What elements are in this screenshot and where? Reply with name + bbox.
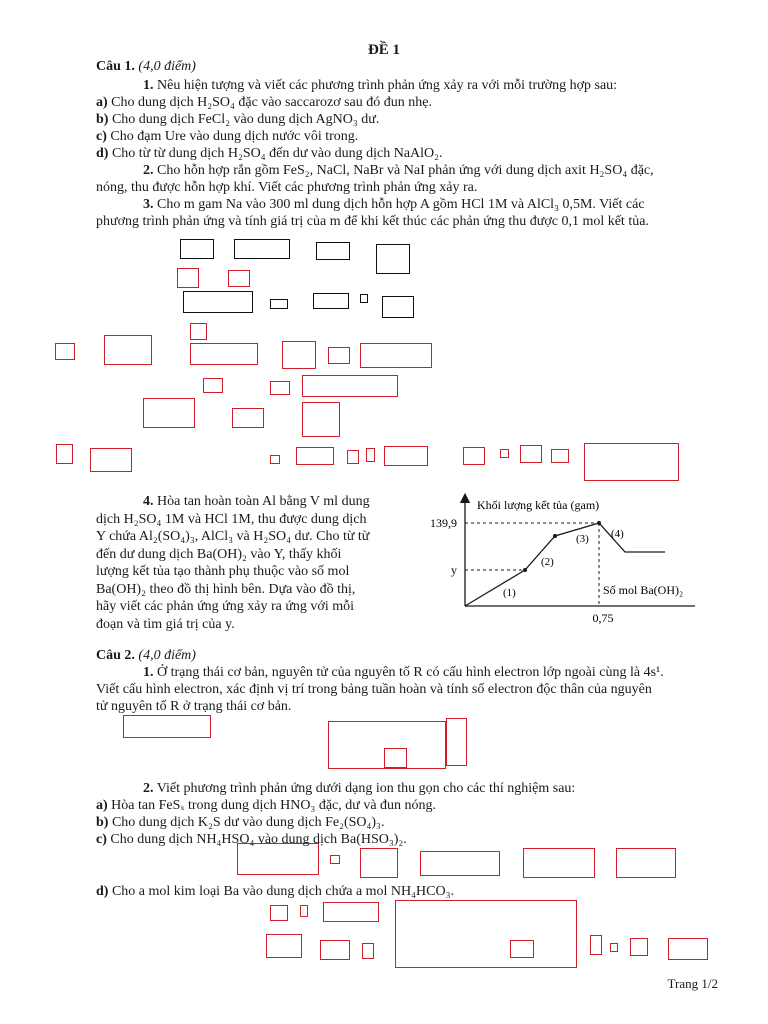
- redaction-box: [302, 375, 398, 397]
- item-text: Cho dung dịch H₂SO₄ đặc vào saccarozơ sau đó đun nhẹ.: [111, 95, 432, 110]
- redaction-box: [610, 943, 618, 952]
- item-text: Hòa tan FeSₓ trong dung dịch HNO₃ đặc, dư và đun nóng.: [111, 798, 437, 813]
- redaction-box: [190, 343, 258, 365]
- redaction-box: [420, 851, 500, 876]
- redaction-box: [668, 938, 708, 960]
- item-label: d): [96, 884, 109, 899]
- q2-2-prompt: [143, 780, 575, 797]
- q2-1-line3: tử nguyên tố R ở trạng thái cơ bản.: [96, 699, 292, 714]
- redaction-box: [232, 408, 264, 428]
- item-text: Cho dung dịch K₂S dư vào dung dịch Fe₂(SO₄)₃.: [111, 815, 385, 830]
- redaction-box: [90, 448, 132, 472]
- q1-3-line1: [143, 196, 645, 213]
- redaction-box: [190, 323, 207, 340]
- q1-2-text: Cho hỗn hợp rắn gồm FeS₂, NaCl, NaBr và NaI phản ứng với dung dịch axit H₂SO₄ đặc,: [157, 163, 654, 178]
- item-text: Cho đạm Ure vào dung dịch nước vôi trong.: [110, 129, 359, 144]
- segment-label-2: (2): [541, 556, 554, 568]
- q1-1-item-d: [96, 145, 443, 162]
- x-axis-label: Số mol Ba(OH)₂: [603, 583, 684, 597]
- q1-4-number: 4.: [143, 494, 154, 509]
- redaction-box: [376, 244, 410, 274]
- q2-1-text: Ở trạng thái cơ bản, nguyên tử của nguyên tố R có cấu hình electron lớp ngoài cùng là 4s¹.: [157, 665, 664, 680]
- redaction-box: [395, 900, 577, 968]
- redaction-box: [630, 938, 648, 956]
- redaction-box: [177, 268, 199, 288]
- redaction-box: [510, 940, 534, 958]
- item-text: Cho từ từ dung dịch H₂SO₄ đến dư vào dung dịch NaAlO₂.: [111, 146, 443, 161]
- precipitate-graph: [415, 492, 705, 632]
- redaction-box: [360, 343, 432, 368]
- q2-1-number: 1.: [143, 665, 154, 680]
- q1-1-text: Nêu hiện tượng và viết các phương trình phản ứng xảy ra với mỗi trường hợp sau:: [157, 78, 618, 93]
- text-line: đoạn và tìm giá trị của y.: [96, 616, 235, 632]
- curve-point: [553, 534, 557, 538]
- redaction-box: [300, 905, 308, 917]
- redaction-box: [270, 299, 288, 309]
- redaction-box: [362, 943, 374, 959]
- q1-1-item-a: [96, 94, 432, 111]
- item-text: Cho dung dịch FeCl₂ vào dung dịch AgNO₃ dư.: [111, 112, 380, 127]
- q2-2-item-b: [96, 814, 384, 831]
- redaction-box: [360, 294, 368, 303]
- q2-1-line2: Viết cấu hình electron, xác định vị trí trong bảng tuần hoàn và tính số electron độc thân của nguyên: [96, 682, 652, 697]
- ytick-139-9: 139,9: [430, 516, 457, 530]
- q2-2-item-d: [96, 883, 454, 900]
- question-2-label: Câu 2.: [96, 648, 135, 663]
- redaction-box: [266, 934, 302, 958]
- redaction-box: [347, 450, 359, 464]
- redaction-box: [366, 448, 375, 462]
- q1-2-line2: nóng, thu được hỗn hợp khí. Viết các phương trình phản ứng xảy ra.: [96, 180, 478, 195]
- redaction-box: [323, 902, 379, 922]
- item-label: a): [96, 798, 108, 813]
- redaction-box: [203, 378, 223, 393]
- question-2-points: (4,0 điểm): [138, 648, 196, 663]
- redaction-box: [384, 748, 407, 768]
- y-axis-label: Khối lượng kết tủa (gam): [477, 498, 600, 512]
- q1-2-number: 2.: [143, 163, 154, 178]
- item-label: c): [96, 129, 107, 144]
- q2-2-text: Viết phương trình phản ứng dưới dạng ion thu gọn cho các thí nghiệm sau:: [156, 781, 576, 796]
- redaction-box: [584, 443, 679, 481]
- question-1-label: Câu 1.: [96, 59, 135, 74]
- curve-point: [523, 568, 527, 572]
- redaction-box: [282, 341, 316, 369]
- redaction-box: [143, 398, 195, 428]
- redaction-box: [302, 402, 340, 437]
- redaction-box: [270, 905, 288, 921]
- text-line: dịch H₂SO₄ 1M và HCl 1M, thu được dung dịch: [96, 511, 367, 527]
- question-1-points: (4,0 điểm): [138, 59, 196, 74]
- q1-3-number: 3.: [143, 197, 154, 212]
- text-line: lượng kết tủa tạo thành phụ thuộc vào số mol: [96, 564, 350, 579]
- redaction-box: [320, 940, 350, 960]
- q2-1-line1: [143, 664, 664, 681]
- q1-4-text: [96, 493, 401, 633]
- redaction-box: [330, 855, 340, 864]
- redaction-box: [296, 447, 334, 465]
- text-line: đến dư dung dịch Ba(OH)₂ vào Y, thấy khối: [96, 546, 342, 562]
- redaction-box: [183, 291, 253, 313]
- redaction-box: [234, 239, 290, 259]
- item-label: b): [96, 815, 109, 830]
- q1-1-number: 1.: [143, 78, 154, 93]
- redaction-box: [523, 848, 595, 878]
- redaction-box: [328, 347, 350, 364]
- segment-label-4: (4): [611, 528, 624, 540]
- redaction-box: [56, 444, 73, 464]
- q1-1-item-c: [96, 128, 358, 145]
- redaction-box: [520, 445, 542, 463]
- item-text: Cho dung dịch NH₄HSO₄ vào dung dịch Ba(HSO₃)₂.: [110, 832, 407, 847]
- redaction-box: [551, 449, 569, 463]
- item-label: c): [96, 832, 107, 847]
- item-label: a): [96, 95, 108, 110]
- redaction-box: [104, 335, 152, 365]
- segment-label-1: (1): [503, 587, 516, 599]
- q2-2-item-a: [96, 797, 436, 814]
- text-line: Ba(OH)₂ theo đồ thị hình bên. Dựa vào đồ thị,: [96, 581, 356, 597]
- redaction-box: [463, 447, 485, 465]
- q1-2-line1: [143, 162, 654, 179]
- redaction-box: [590, 935, 602, 955]
- page-title: ĐỀ 1: [367, 42, 401, 58]
- question-2-header: [96, 647, 196, 664]
- q1-1-item-b: [96, 111, 379, 128]
- redaction-box: [237, 843, 319, 875]
- redaction-box: [55, 343, 75, 360]
- redaction-box: [270, 455, 280, 464]
- redaction-box: [313, 293, 349, 309]
- ytick-y: y: [451, 563, 457, 577]
- redaction-box: [123, 715, 211, 738]
- redaction-box: [616, 848, 676, 878]
- redaction-box: [384, 446, 428, 466]
- redaction-box: [360, 848, 398, 878]
- redaction-box: [228, 270, 250, 287]
- page-number: Trang 1/2: [667, 976, 718, 991]
- xtick-0-75: 0,75: [592, 611, 614, 625]
- segment-label-3: (3): [576, 533, 589, 545]
- redaction-box: [180, 239, 214, 259]
- redaction-box: [316, 242, 350, 260]
- q1-3-line2: phương trình phản ứng và tính giá trị của m để khi kết thúc các phản ứng thu được 0,1 mol kết tủa.: [96, 214, 649, 229]
- q1-1-prompt: [143, 77, 617, 94]
- item-label: d): [96, 146, 109, 161]
- text-line: Hòa tan hoàn toàn Al bằng V ml dung: [157, 494, 370, 509]
- text-line: Y chứa Al₂(SO₄)₃, AlCl₃ và H₂SO₄ dư. Cho từ từ: [96, 529, 370, 544]
- q2-2-number: 2.: [143, 781, 154, 796]
- item-label: b): [96, 112, 109, 127]
- q1-3-text: Cho m gam Na vào 300 ml dung dịch hỗn hợp A gồm HCl 1M và AlCl₃ 0,5M. Viết các: [157, 197, 645, 212]
- question-1-header: [96, 58, 196, 75]
- curve-point: [597, 521, 601, 525]
- redaction-box: [270, 381, 290, 395]
- redaction-box: [500, 449, 509, 458]
- item-text: Cho a mol kim loại Ba vào dung dịch chứa a mol NH₄HCO₃.: [111, 884, 454, 899]
- redaction-box: [446, 718, 467, 766]
- redaction-box: [382, 296, 414, 318]
- text-line: hãy viết các phản ứng ứng xảy ra ứng với mỗi: [96, 599, 354, 614]
